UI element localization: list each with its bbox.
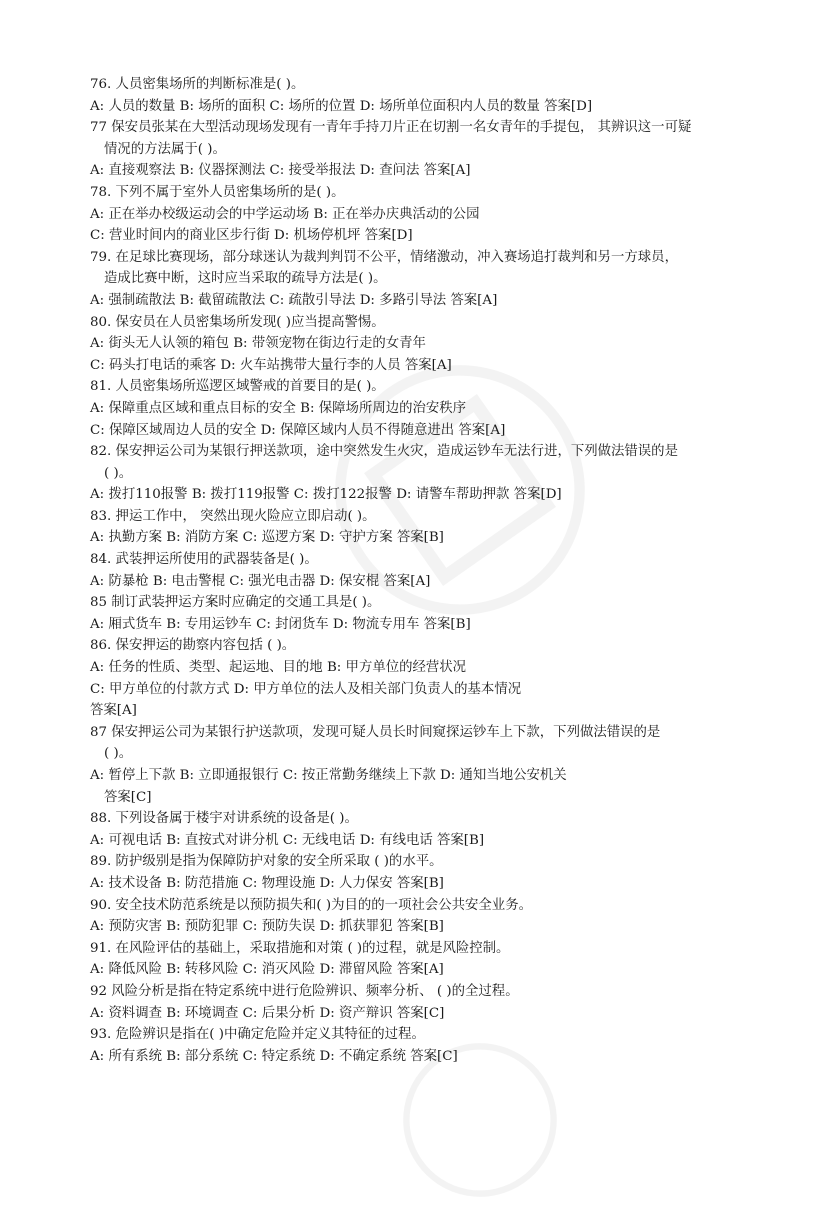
answer-86: 答案[A] xyxy=(90,703,137,719)
options-85: A: 厢式货车 B: 专用运钞车 C: 封闭货车 D: 物流专用车 答案[B] xyxy=(90,616,471,632)
question-91: 91. 在风险评估的基础上，采取措施和对策 ( )的过程，就是风险控制。 xyxy=(90,940,510,956)
question-82-cont: ( )。 xyxy=(104,465,133,481)
question-77-cont: 情况的方法属于( )。 xyxy=(104,141,226,157)
options-80-a: A: 街头无人认领的箱包 B: 带领宠物在街边行走的女青年 xyxy=(90,336,426,352)
options-78-a: A: 正在举办校级运动会的中学运动场 B: 正在举办庆典活动的公园 xyxy=(90,206,480,222)
options-88: A: 可视电话 B: 直按式对讲分机 C: 无线电话 D: 有线电话 答案[B] xyxy=(90,832,485,848)
options-92: A: 资料调查 B: 环境调查 C: 后果分析 D: 资产辩识 答案[C] xyxy=(90,1005,445,1021)
question-88: 88. 下列设备属于楼宇对讲系统的设备是( )。 xyxy=(90,811,358,827)
question-93: 93. 危险辨识是指在( )中确定危险并定义其特征的过程。 xyxy=(90,1027,425,1043)
question-83: 83. 押运工作中， 突然出现火险应立即启动( )。 xyxy=(90,508,376,524)
options-86-b: C: 甲方单位的付款方式 D: 甲方单位的法人及相关部门负责人的基本情况 xyxy=(90,681,522,697)
question-87: 87 保安押运公司为某银行护送款项，发现可疑人员长时间窥探运钞车上下款，下列做法错误的是 xyxy=(90,724,661,740)
options-91: A: 降低风险 B: 转移风险 C: 消灭风险 D: 滞留风险 答案[A] xyxy=(90,962,444,978)
question-92: 92 风险分析是指在特定系统中进行危险辨识、频率分析、 ( )的全过程。 xyxy=(90,983,519,999)
question-79: 79. 在足球比赛现场，部分球迷认为裁判判罚不公平，情绪激动，冲入赛场追打裁判和另一方球员， xyxy=(90,249,678,265)
options-81-a: A: 保障重点区域和重点目标的安全 B: 保障场所周边的治安秩序 xyxy=(90,400,467,416)
options-84: A: 防暴枪 B: 电击警棍 C: 强光电击器 D: 保安棍 答案[A] xyxy=(90,573,431,589)
options-83: A: 执勤方案 B: 消防方案 C: 巡逻方案 D: 守护方案 答案[B] xyxy=(90,530,444,546)
question-86: 86. 保安押运的勘察内容包括 ( )。 xyxy=(90,638,296,654)
options-90: A: 预防灾害 B: 预防犯罪 C: 预防失误 D: 抓获罪犯 答案[B] xyxy=(90,919,444,935)
options-89: A: 技术设备 B: 防范措施 C: 物理设施 D: 人力保安 答案[B] xyxy=(90,875,444,891)
question-80: 80. 保安员在人员密集场所发现( )应当提高警惕。 xyxy=(90,314,385,330)
options-76: A: 人员的数量 B: 场所的面积 C: 场所的位置 D: 场所单位面积内人员的数量 答案[D] xyxy=(90,98,593,114)
options-93: A: 所有系统 B: 部分系统 C: 特定系统 D: 不确定系统 答案[C] xyxy=(90,1048,458,1064)
options-82: A: 拨打110报警 B: 拨打119报警 C: 拨打122报警 D: 请警车帮助押款 答案[D] xyxy=(90,487,562,503)
question-90: 90. 安全技术防范系统是以预防损失和( )为目的的一项社会公共安全业务。 xyxy=(90,897,532,913)
question-76: 76. 人员密集场所的判断标准是( )。 xyxy=(90,77,305,92)
options-79: A: 强制疏散法 B: 截留疏散法 C: 疏散引导法 D: 多路引导法 答案[A] xyxy=(90,292,498,308)
options-77: A: 直接观察法 B: 仪器探测法 C: 接受举报法 D: 查问法 答案[A] xyxy=(90,163,471,179)
options-78-b: C: 营业时间内的商业区步行街 D: 机场停机坪 答案[D] xyxy=(90,228,413,244)
question-84: 84. 武装押运所使用的武器装备是( )。 xyxy=(90,552,318,568)
question-82: 82. 保安押运公司为某银行押送款项，途中突然发生火灾，造成运钞车无法行进，下列做法错误的是 xyxy=(90,444,678,460)
question-78: 78. 下列不属于室外人员密集场所的是( )。 xyxy=(90,184,345,200)
options-80-b: C: 码头打电话的乘客 D: 火车站携带大量行李的人员 答案[A] xyxy=(90,357,452,373)
question-85: 85 制订武装押运方案时应确定的交通工具是( )。 xyxy=(90,595,381,611)
question-list xyxy=(90,74,750,1067)
options-87: A: 暂停上下款 B: 立即通报银行 C: 按正常勤务继续上下款 D: 通知当地公安机关 xyxy=(90,768,567,783)
question-79-cont: 造成比赛中断，这时应当采取的疏导方法是( )。 xyxy=(104,271,387,287)
answer-87: 答案[C] xyxy=(104,789,152,805)
options-86-a: A: 任务的性质、类型、起运地、目的地 B: 甲方单位的经营状况 xyxy=(90,660,467,676)
options-81-b: C: 保障区域周边人员的安全 D: 保障区域内人员不得随意进出 答案[A] xyxy=(90,422,506,438)
question-89: 89. 防护级别是指为保障防护对象的安全所采取 ( )的水平。 xyxy=(90,854,443,870)
question-77: 77 保安员张某在大型活动现场发现有一青年手持刀片正在切割一名女青年的手提包， 其辨识这一可疑 xyxy=(90,120,692,136)
question-81: 81. 人员密集场所巡逻区域警戒的首要目的是( )。 xyxy=(90,379,385,395)
question-87-cont: ( )。 xyxy=(104,746,133,762)
